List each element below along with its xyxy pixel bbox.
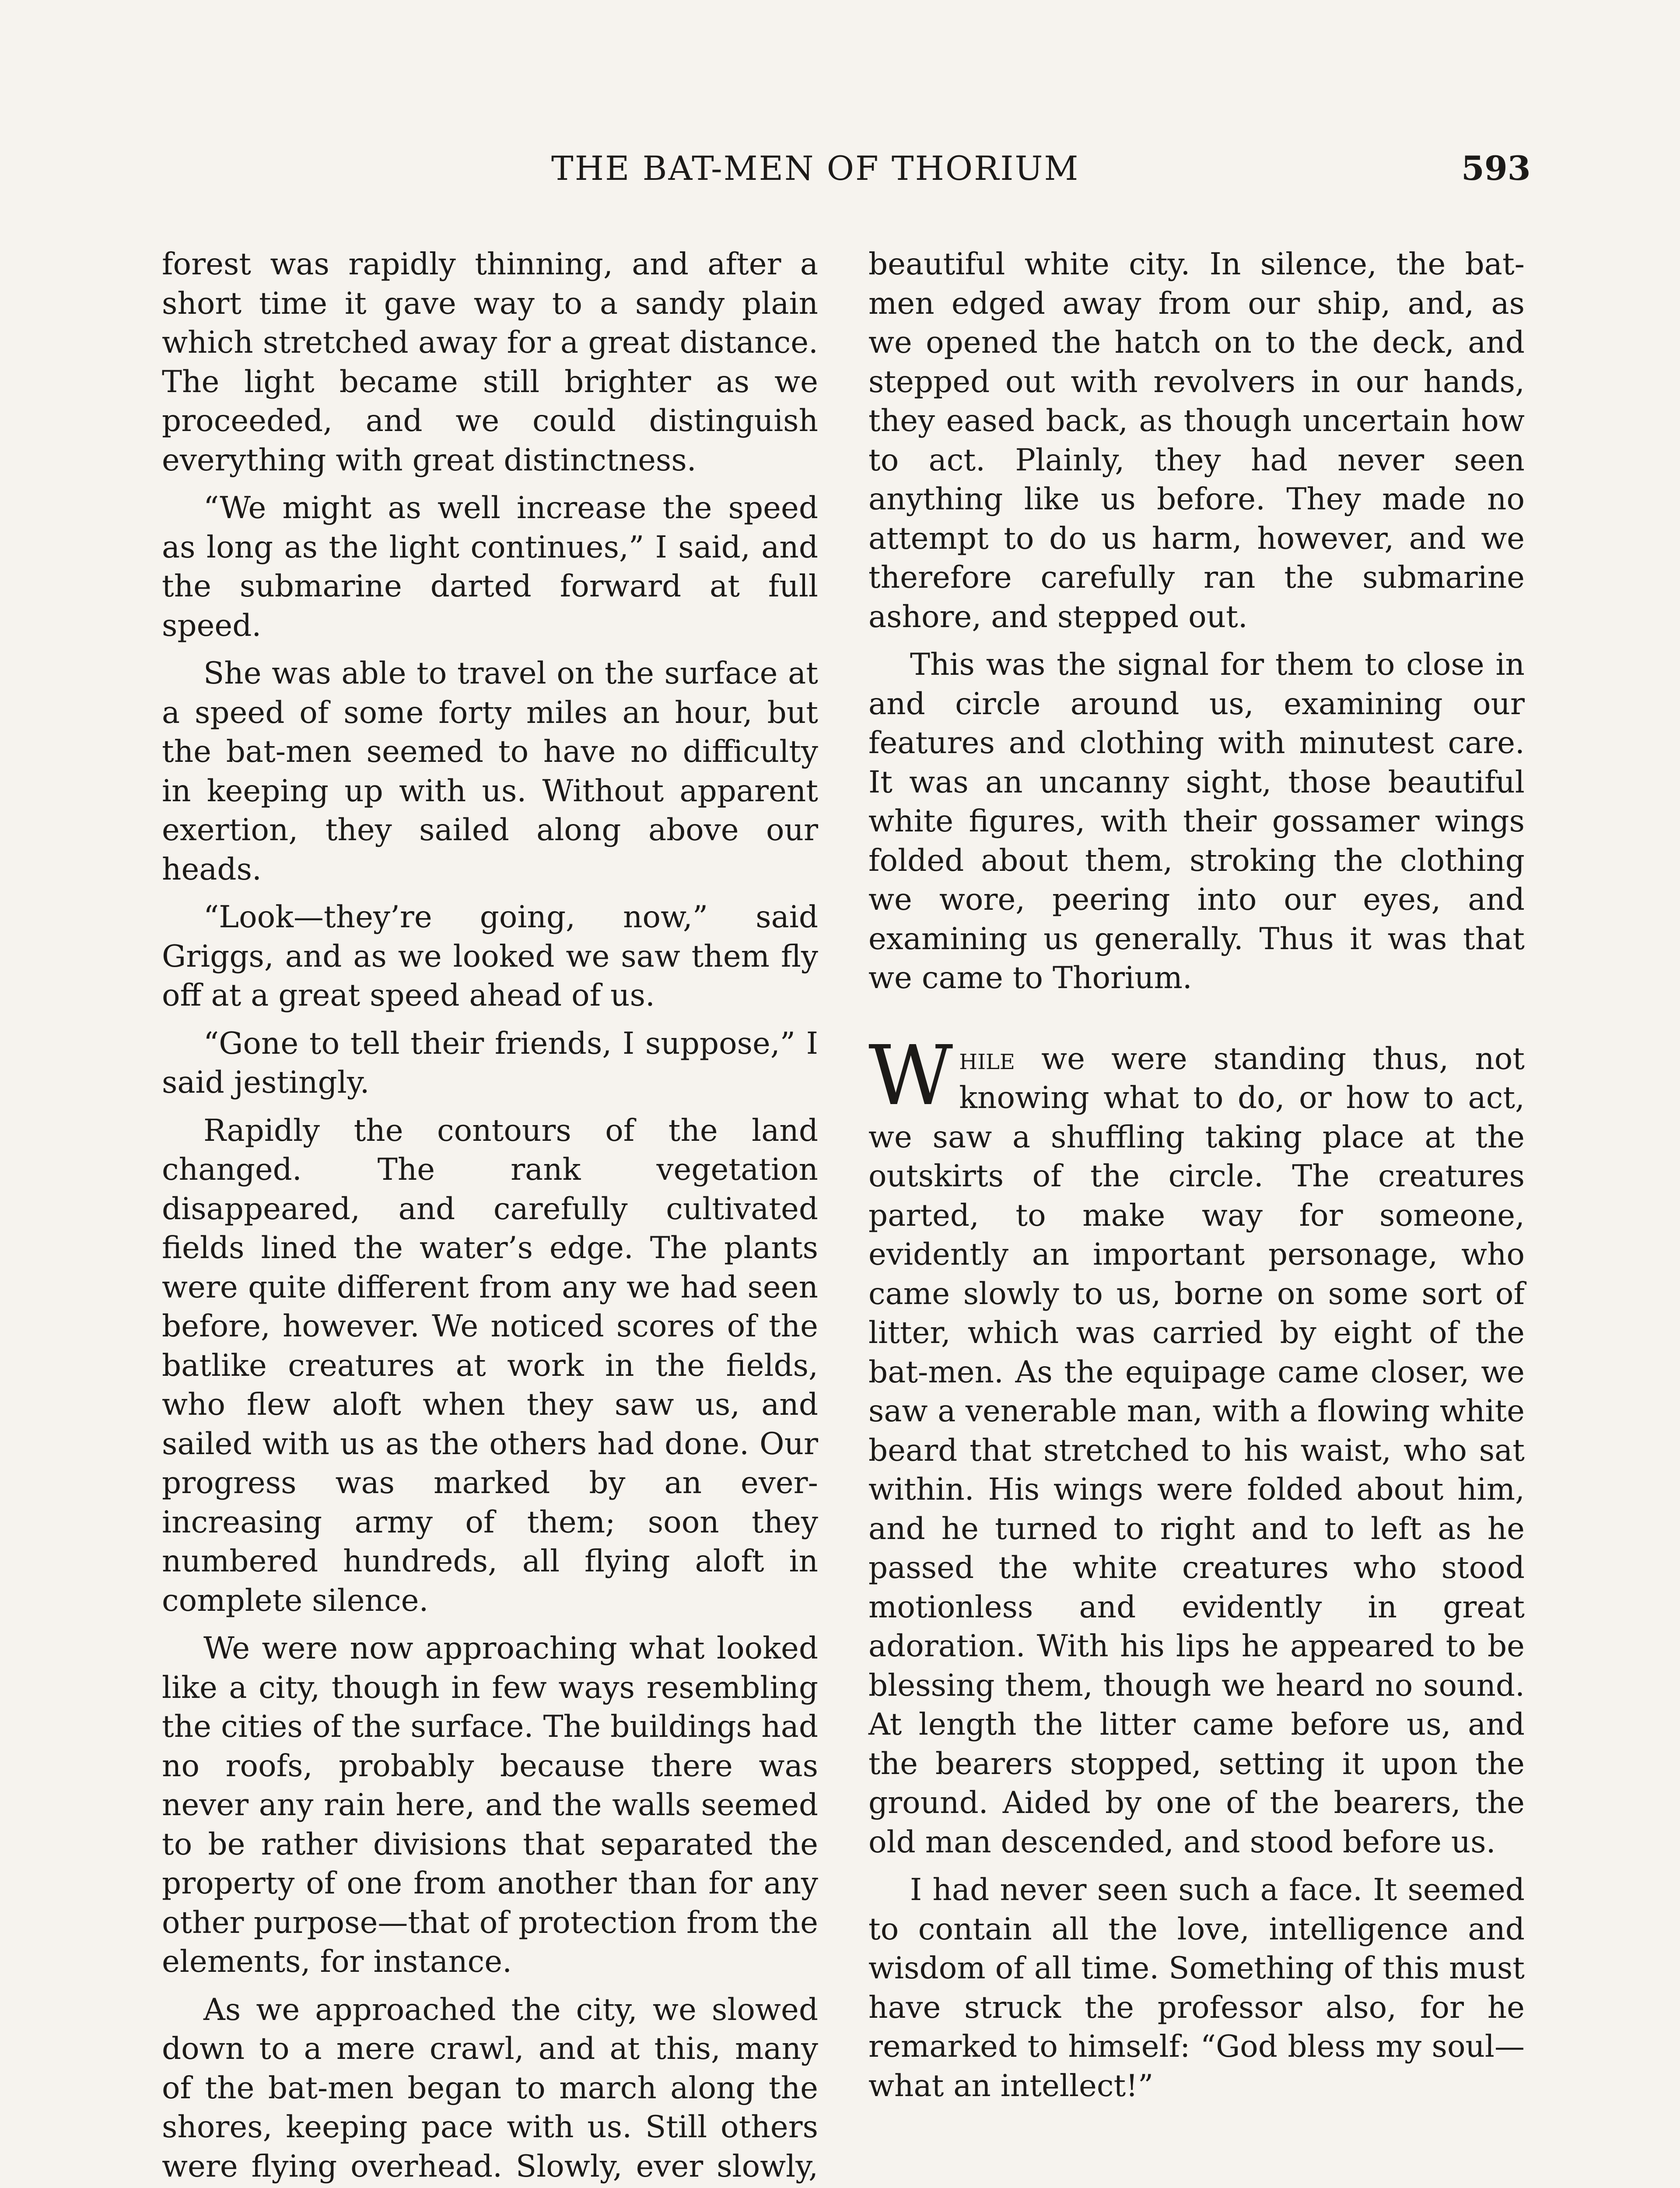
running-title: THE BAT-MEN OF THORIUM: [551, 149, 1080, 188]
paragraph: We were now approaching what looked like a city, though in few ways resembling the cities of the surface. The buildings had no roofs, probably because there was never any rain here, and the walls seemed to be rather divisions that separated the property of one from another than for any other purpose—that of protection from the elements, for instance.: [162, 1631, 818, 1979]
paragraph: She was able to travel on the surface at a speed of some forty miles an hour, but the bat-men seemed to have no difficulty in keeping up with us. Without apparent exertion, they sailed along above our heads.: [162, 656, 818, 887]
right-text-column: [868, 245, 1525, 2114]
running-header: [0, 149, 1680, 197]
drop-cap: W: [868, 1027, 953, 1124]
paragraph: “Look—they’re going, now,” said Griggs, and as we looked we saw them fly off at a great speed ahead of us.: [162, 900, 818, 1013]
section-text: we were standing thus, not knowing what to do, or how to act, we saw a shuffling taking place at the outskirts of the circle. The creatures parted, to make way for someone, evidently an important personage, who came slowly to us, borne on some sort of litter, which was carried by eight of the bat-men. As the equipage came closer, we saw a venerable man, with a flowing white beard that stretched to his waist, who sat within. His wings were folded about him, and he turned to right and to left as he passed the white creatures who stood motionless and evidently in great adoration. With his lips he appeared to be blessing them, though we heard no sound. At length the litter came before us, and the bearers stopped, setting it upon the ground. Aided by one of the bearers, the old man descended, and stood before us.: [868, 1041, 1525, 1860]
paragraph: I had never seen such a face. It seemed to contain all the love, intelligence and wisdom of all time. Something of this must have struck the professor also, for he remarked to himself: “God bless my soul—what an intellect!”: [868, 1872, 1525, 2104]
paragraph: forest was rapidly thinning, and after a short time it gave way to a sandy plain which stretched away for a great distance. The light became still brighter as we proceeded, and we could distinguish everything with great distinctness.: [162, 247, 818, 478]
paragraph: “We might as well increase the speed as long as the light continues,” I said, and the submarine darted forward at full speed.: [162, 491, 818, 643]
page-number: 593: [1461, 149, 1531, 188]
paragraph: “Gone to tell their friends, I suppose,” I said jestingly.: [162, 1026, 818, 1100]
paragraph: This was the signal for them to close in and circle around us, examining our features and clothing with minutest care. It was an uncanny sight, those beautiful white figures, with their gossamer wings folded about them, stroking the clothing we wore, peering into our eyes, and examining us generally. Thus it was that we came to Thorium.: [868, 647, 1525, 996]
section-opening-paragraph: [868, 1027, 1525, 1862]
paragraph: beautiful white city. In silence, the bat-men edged away from our ship, and, as we opened the hatch on to the deck, and stepped out with revolvers in our hands, they eased back, as though uncertain how to act. Plainly, they had never seen anything like us before. They made no attempt to do us harm, however, and we therefore carefully ran the submarine ashore, and stepped out.: [868, 247, 1525, 635]
paragraph: As we approached the city, we slowed down to a mere crawl, and at this, many of the bat-men began to march along the shores, keeping pace with us. Still others were flying overhead. Slowly, ever slowly,: [162, 1992, 818, 2184]
left-text-column: [162, 245, 818, 2188]
paragraph: Rapidly the contours of the land changed. The rank vegetation disappeared, and carefully cultivated fields lined the water’s edge. The plants were quite different from any we had seen before, however. We noticed scores of the batlike creatures at work in the fields, who flew aloft when they saw us, and sailed with us as the others had done. Our progress was marked by an ever-increasing army of them; soon they numbered hundreds, all flying aloft in complete silence.: [162, 1113, 818, 1618]
lead-in-smallcaps: hile: [959, 1041, 1015, 1076]
